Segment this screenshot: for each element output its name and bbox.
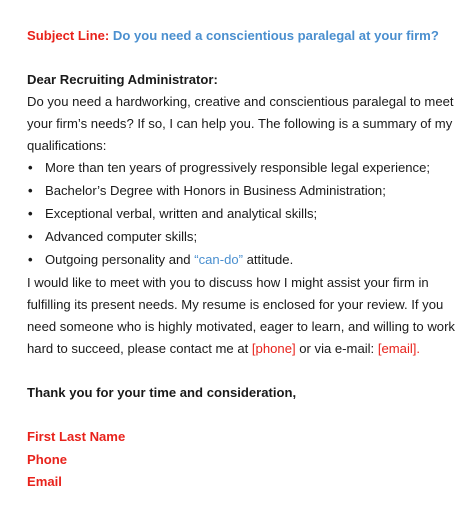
body-end: . bbox=[416, 341, 421, 356]
list-item bbox=[27, 249, 467, 271]
body-middle: or via e-mail: bbox=[295, 341, 378, 356]
bullet-icon: • bbox=[28, 252, 33, 267]
letter bbox=[27, 25, 467, 494]
bullet-icon: • bbox=[28, 183, 33, 198]
spacer bbox=[27, 47, 467, 69]
can-do-highlight: “can-do” bbox=[194, 252, 243, 267]
list-item bbox=[27, 157, 467, 179]
body-paragraph bbox=[27, 272, 467, 360]
bullet-icon: • bbox=[28, 206, 33, 221]
bullet-icon: • bbox=[28, 229, 33, 244]
qualifications-list bbox=[27, 157, 467, 271]
closing: Thank you for your time and consideration, bbox=[27, 385, 297, 400]
email-placeholder: [email] bbox=[377, 341, 417, 356]
list-item-text: More than ten years of progressively responsible legal experience; bbox=[45, 160, 431, 175]
signature-email: Email bbox=[27, 474, 62, 489]
signature-phone: Phone bbox=[27, 451, 68, 467]
list-item bbox=[27, 203, 467, 225]
spacer bbox=[27, 360, 467, 382]
body-text: I would like to meet with you to discuss how I might assist your firm in fulfilling its present needs. My resume is enclosed for your review. If you need someone who is highly motivated, eager to learn, and willing to work hard to succeed, please contact me at bbox=[27, 275, 455, 356]
subject-line bbox=[27, 25, 467, 47]
list-item-text: Exceptional verbal, written and analytical skills; bbox=[45, 206, 318, 221]
greeting: Dear Recruiting Administrator: bbox=[27, 72, 218, 87]
list-item-text: Advanced computer skills; bbox=[45, 229, 198, 244]
list-item-text-before: Outgoing personality and bbox=[45, 252, 195, 267]
list-item bbox=[27, 180, 467, 202]
intro-paragraph: Do you need a hardworking, creative and conscientious paralegal to meet your firm’s needs? If so, I can help you. The following is a summary of my qualifications: bbox=[27, 94, 454, 153]
bullet-icon: • bbox=[28, 160, 33, 175]
list-item bbox=[27, 226, 467, 248]
list-item-text: Bachelor’s Degree with Honors in Business Administration; bbox=[45, 183, 386, 198]
spacer bbox=[27, 404, 467, 426]
phone-placeholder: [phone] bbox=[251, 341, 296, 356]
subject-text: Do you need a conscientious paralegal at your firm? bbox=[112, 28, 439, 43]
signature-name: First Last Name bbox=[27, 429, 126, 444]
list-item-text-after: attitude. bbox=[243, 252, 294, 267]
subject-label: Subject Line: bbox=[27, 28, 110, 43]
